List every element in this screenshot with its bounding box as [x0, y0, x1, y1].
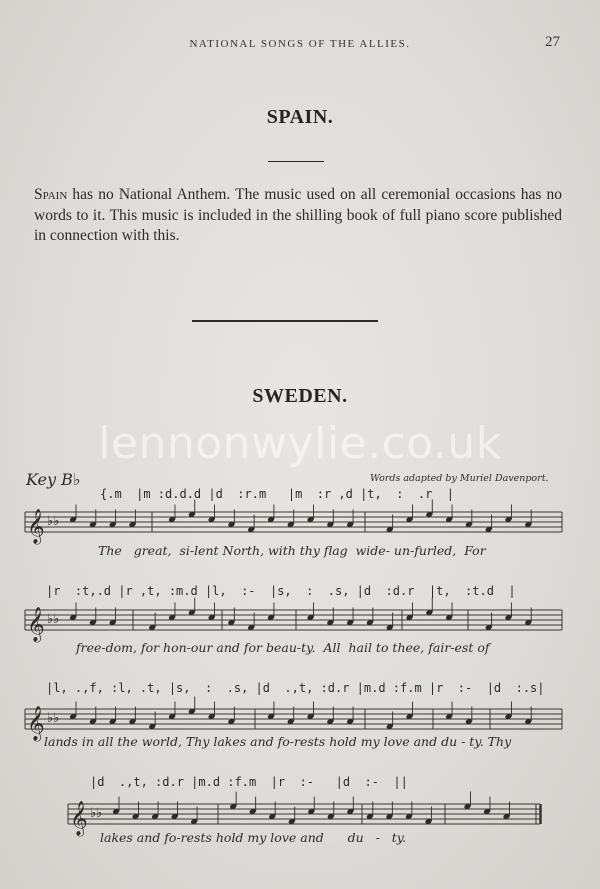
- solfa-line: {.m |m :d.d.d |d :r.m |m :r ,d |t, : .r |: [100, 487, 455, 501]
- solfa-line: |d .,t, :d.r |m.d :f.m |r :- |d :- ||: [90, 775, 408, 789]
- lyrics-line: free-dom, for hon-our and for beau-ty. All hail to thee, fair-est of: [76, 640, 490, 655]
- solfa-line: |l, .,f, :l, .t, |s, : .s, |d .,t, :d.r |m.d :f.m |r :- |d :.s|: [46, 681, 545, 695]
- title-rule: [268, 161, 324, 162]
- key-flat-icon: ♭♭: [47, 514, 60, 529]
- key-signature-label: Key B♭: [26, 470, 81, 489]
- treble-clef-icon: 𝄞: [27, 509, 45, 544]
- spain-lead-word: Spain: [34, 186, 68, 203]
- solfa-line: |r :t,.d |r ,t, :m.d |l, :- |s, : .s, |d :d.r |t, :t.d |: [46, 584, 516, 598]
- lyricist-credit: Words adapted by Muriel Davenport.: [370, 473, 549, 484]
- key-flat-icon: ♭♭: [90, 806, 103, 821]
- treble-clef-icon: 𝄞: [70, 801, 88, 836]
- section-divider: [192, 320, 378, 322]
- lyrics-line: lands in all the world, Thy lakes and fo-rests hold my love and du - ty. Thy: [44, 734, 512, 749]
- treble-clef-icon: 𝄞: [27, 607, 45, 642]
- running-head: NATIONAL SONGS OF THE ALLIES.: [189, 38, 411, 50]
- page-number: 27: [545, 34, 560, 50]
- sweden-title: SWEDEN.: [252, 385, 348, 407]
- spain-body-text: has no National Anthem. The music used on all ceremonial occasions has no words to it. This music is included in the shilling book of full piano score published in connection with this.: [34, 186, 562, 244]
- treble-clef-icon: 𝄞: [27, 706, 45, 741]
- lyrics-line: The great, si-lent North, with thy flag wide- un-furled, For: [98, 543, 486, 558]
- spain-paragraph: [34, 185, 562, 247]
- spain-title: SPAIN.: [266, 106, 334, 128]
- key-flat-icon: ♭♭: [47, 711, 60, 726]
- watermark: lennonwylie.co.uk: [98, 418, 502, 469]
- lyrics-line: lakes and fo-rests hold my love and du - ty.: [100, 830, 407, 845]
- key-flat-icon: ♭♭: [47, 612, 60, 627]
